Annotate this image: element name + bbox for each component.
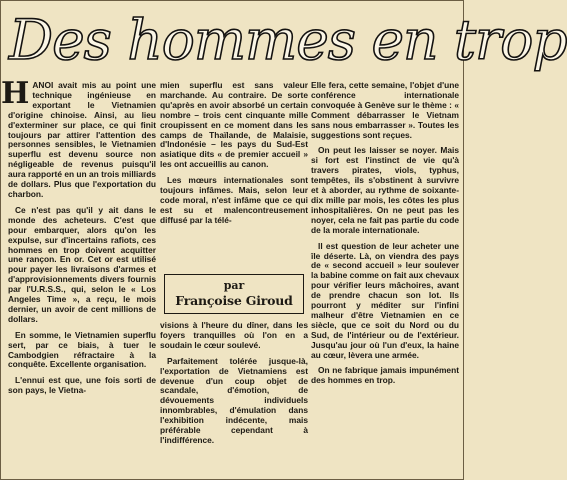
paragraph: Ce n'est pas qu'il y ait dans le monde des acheteurs. C'est que pour embarquer, alors qu'on les expulse, sur d'incertains rafiots, ces hommes en trop doivent acquitter une rançon. En or. Cet or est utilisé pour payer les livraisons d'armes et d'approvisionnements divers fournis par l'U.R.S.S., qui, selon le « Los Angeles Time », a reçu, le mois dernier, un avoir de cent millions de dollars.: [8, 204, 156, 324]
column-2-bottom: [160, 321, 308, 452]
paragraph-text: ANOI avait mis au point une technique ingénieuse en exportant le Vietnamien d'origine chinoise. Ainsi, au lieu d'exterminer sur place, ce qui finit toujours par attirer l'attention des personnes sensibles, le Vietnamien superflu est devenu source non négligeable de revenus puisqu'il aura rapporté en un an trois milliards de dollars. Plus que l'exportation du charbon.: [8, 80, 156, 199]
byline-author: Françoise Giroud: [175, 293, 293, 308]
paragraph: [1, 76, 156, 200]
drop-cap: H: [1, 76, 30, 111]
paragraph: L'ennui est que, une fois sorti de son pays, le Vietna-: [8, 375, 156, 396]
byline-by: par: [223, 279, 245, 292]
paragraph: En somme, le Vietnamien superflu sert, par ce biais, à tuer le Cambodgien réfractaire à la conquête. Excellente organisation.: [8, 329, 156, 370]
column-2-top: [160, 81, 308, 269]
article-column-3: [311, 81, 459, 392]
article-column-1: [1, 76, 156, 402]
paragraph: Il est question de leur acheter une île déserte. Là, on viendra des pays de « second accueil » leur soulever la babine comme on fait aux chevaux pour vérifier leurs mâchoires, avant de prendre chacun son lot. Ils pourront y méditer sur l'infini malheur d'être Vietnamien en ce siècle, que ce soit du Nord ou du Sud, de l'intérieur ou de l'extérieur. Jusqu'au jour où l'un d'eux, la haine au cœur, lèvera une armée.: [311, 240, 460, 360]
paragraph: On peut les laisser se noyer. Mais si fort est l'instinct de vie qu'à travers pirates, viols, typhus, tempêtes, ils s'obstinent à survivre et à aborder, au rythme de soixante-dix mille par mois, les côtes les plus inhospitalières. On ne peut pas les noyer, cela ne fait pas partie du code de la morale internationale.: [311, 145, 459, 235]
byline-box: [164, 274, 304, 314]
paragraph: visions à l'heure du dîner, dans les foyers tranquilles où l'on en a soudain le cœur soulevé.: [160, 320, 308, 350]
paragraph: Les mœurs internationales sont toujours infâmes. Mais, selon leur code moral, n'est infâme que ce qui est su et malencontreusement diffusé par la télé-: [160, 175, 308, 225]
paragraph: mien superflu est sans valeur marchande. Au contraire. De sorte qu'après en avoir absorbé un certain nombre – trois cent cinquante mille croupissent en ce moment dans les camps de Thaïlande, de Malaisie, d'Indonésie – les pays du Sud-Est asiatique dits « de premier accueil » les ont accueillis au canon.: [160, 80, 308, 170]
paragraph: On ne fabrique jamais impunément des hommes en trop.: [311, 365, 459, 386]
headline: Des hommes en trop: [9, 8, 567, 72]
paragraph: Elle fera, cette semaine, l'objet d'une conférence internationale convoquée à Genève sur le thème : « Comment débarrasser le Vietnam sans nous embarrasser ». Toutes les suggestions sont reçues.: [311, 80, 459, 140]
paragraph: Parfaitement tolérée jusque-là, l'exportation de Vietnamiens est devenue d'un coup objet de scandale, d'émotion, de dévouements individuels innombrables, d'émulation dans l'exhibition indécente, mais préférable cependant à l'indifférence.: [160, 355, 308, 445]
